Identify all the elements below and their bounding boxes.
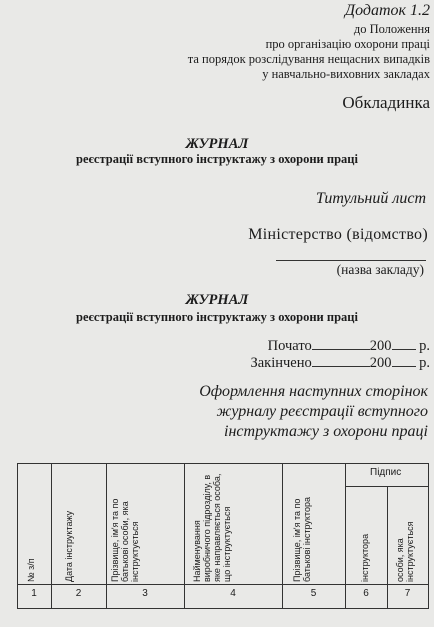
table-header-instructor: Прізвище, ім'я та по батькові інструктора xyxy=(292,497,312,582)
column-number: 3 xyxy=(142,588,148,599)
order-line: про організацію охорони праці xyxy=(265,37,430,51)
order-line: у навчально-виховних закладах xyxy=(262,67,430,81)
order-line: до Положення xyxy=(353,22,430,36)
next-pages-line: інструктажу з охорони праці xyxy=(224,423,428,440)
institution-hint: (назва закладу) xyxy=(336,262,424,277)
started-label: Почато xyxy=(267,338,312,354)
year-prefix: 200 xyxy=(369,355,392,371)
cover-label: Обкладинка xyxy=(342,93,430,112)
finished-row xyxy=(250,354,430,372)
signature-header: Підпис xyxy=(370,467,402,478)
signature-header-divider xyxy=(346,486,429,487)
title-journal-title: ЖУРНАЛ xyxy=(185,292,249,308)
column-number: 2 xyxy=(75,588,82,599)
number-row-divider xyxy=(18,584,429,585)
title-page-label: Титульний лист xyxy=(315,190,426,207)
finished-label: Закінчено xyxy=(250,355,312,371)
column-number: 7 xyxy=(404,588,411,599)
title-journal-subtitle: реєстрації вступного інструктажу з охорони праці xyxy=(76,310,358,324)
started-row xyxy=(268,337,430,355)
column-number: 4 xyxy=(230,588,236,599)
table-header-sign-instructor: інструктора xyxy=(360,533,370,582)
cover-journal-subtitle: реєстрації вступного інструктажу з охорони праці xyxy=(76,152,358,166)
year-suffix: р. xyxy=(419,355,430,371)
cover-journal-title: ЖУРНАЛ xyxy=(185,136,249,152)
table-header-department: Найменування виробничого підрозділу, в яке направляється особа, що інструктується xyxy=(192,473,232,582)
order-reference xyxy=(188,22,430,82)
ministry-label: Міністерство (відомство) xyxy=(248,226,428,243)
next-pages-line: Оформлення наступних сторінок xyxy=(199,383,428,400)
table-header-sign-trainee: особи, яка інструктується xyxy=(395,521,415,582)
column-number: 6 xyxy=(363,588,369,599)
next-pages-heading xyxy=(199,382,428,442)
column-number: 5 xyxy=(310,588,317,599)
institution-blank-line xyxy=(276,260,426,261)
year-suffix: р. xyxy=(419,338,430,354)
year-prefix: 200 xyxy=(369,338,392,354)
table-header-trainee: Прізвище, ім'я та по батькові особи, яка інструктується xyxy=(110,498,140,582)
table-column-divider xyxy=(52,464,107,608)
addendum-label: Додаток 1.2 xyxy=(344,2,430,19)
year-blank xyxy=(392,337,416,350)
year-blank xyxy=(392,354,416,367)
next-pages-line: журналу реєстрації вступного xyxy=(216,403,428,420)
table-header-number: № з/п xyxy=(26,558,36,582)
order-line: та порядок розслідування нещасних випадків xyxy=(187,52,430,66)
table-header-date: Дата інструктажу xyxy=(64,510,74,582)
column-number: 1 xyxy=(31,588,37,599)
started-blank xyxy=(312,337,370,350)
finished-blank xyxy=(312,354,370,367)
